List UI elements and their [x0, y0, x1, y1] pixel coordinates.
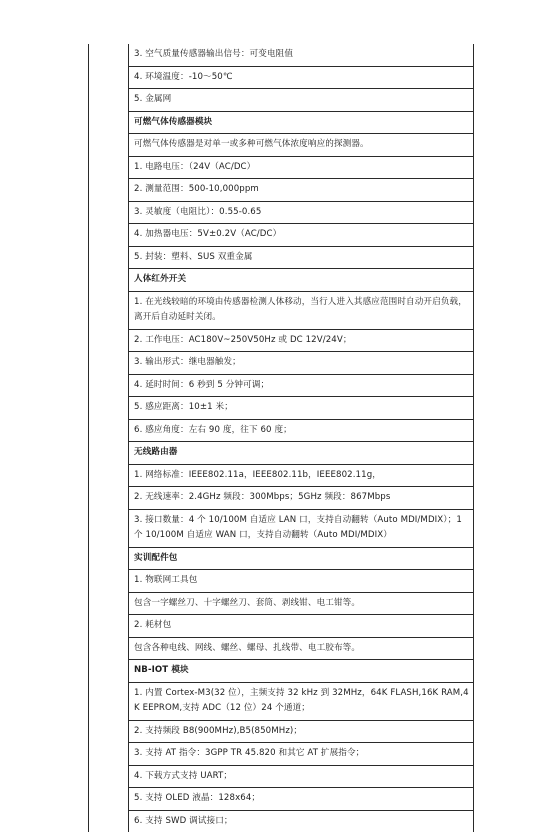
table-row	[89, 291, 474, 329]
table-row	[89, 720, 474, 743]
spec-text: 3. 输出形式：继电器触发；	[129, 352, 474, 375]
spec-text: 1. 内置 Cortex-M3(32 位），主频支持 32 kHz 到 32MHz，64K FLASH,16K RAM,4K EEPROM,支持 ADC（12 位）24 个通道；	[129, 682, 474, 720]
empty-left-cell	[89, 44, 129, 66]
empty-left-cell	[89, 269, 129, 292]
table-row	[89, 329, 474, 352]
spec-text: 5. 封装：塑料、SUS 双重金属	[129, 246, 474, 269]
empty-left-cell	[89, 464, 129, 487]
empty-left-cell	[89, 111, 129, 134]
table-row	[89, 44, 474, 66]
section-heading: 实训配件包	[129, 547, 474, 570]
spec-text: 包含各种电线、网线、螺丝、螺母、扎线带、电工胶布等。	[129, 637, 474, 660]
table-row	[89, 682, 474, 720]
table-row	[89, 224, 474, 247]
table-row	[89, 637, 474, 660]
empty-left-cell	[89, 89, 129, 112]
section-heading-row	[89, 269, 474, 292]
table-row	[89, 89, 474, 112]
empty-left-cell	[89, 788, 129, 811]
spec-text: 6. 支持 SWD 调试接口；	[129, 810, 474, 832]
spec-text: 4. 环境温度：-10～50℃	[129, 66, 474, 89]
table-row	[89, 810, 474, 832]
section-heading-row	[89, 660, 474, 683]
empty-left-cell	[89, 179, 129, 202]
section-heading: 无线路由器	[129, 442, 474, 465]
table-row	[89, 374, 474, 397]
spec-text: 4. 延时时间：6 秒到 5 分钟可调；	[129, 374, 474, 397]
table-row	[89, 509, 474, 547]
empty-left-cell	[89, 246, 129, 269]
spec-text: 4. 加热器电压：5V±0.2V（AC/DC）	[129, 224, 474, 247]
section-heading: 人体红外开关	[129, 269, 474, 292]
spec-text: 6. 感应角度：左右 90 度，往下 60 度；	[129, 419, 474, 442]
empty-left-cell	[89, 570, 129, 593]
empty-left-cell	[89, 509, 129, 547]
spec-text: 可燃气体传感器是对单一或多种可燃气体浓度响应的探测器。	[129, 134, 474, 157]
empty-left-cell	[89, 134, 129, 157]
empty-left-cell	[89, 201, 129, 224]
empty-left-cell	[89, 291, 129, 329]
empty-left-cell	[89, 615, 129, 638]
empty-left-cell	[89, 592, 129, 615]
empty-left-cell	[89, 442, 129, 465]
table-row	[89, 352, 474, 375]
table-row	[89, 156, 474, 179]
section-heading: NB-IOT 模块	[129, 660, 474, 683]
spec-text: 3. 接口数量：4 个 10/100M 自适应 LAN 口，支持自动翻转（Auto MDI/MDIX）；1 个 10/100M 自适应 WAN 口，支持自动翻转（Auto MDI/MDIX）	[129, 509, 474, 547]
section-heading: 可燃气体传感器模块	[129, 111, 474, 134]
section-heading-row	[89, 111, 474, 134]
spec-text: 2. 支持频段 B8(900MHz),B5(850MHz)；	[129, 720, 474, 743]
spec-text: 5. 感应距离：10±1 米；	[129, 397, 474, 420]
spec-text: 5. 支持 OLED 液晶：128x64；	[129, 788, 474, 811]
empty-left-cell	[89, 224, 129, 247]
table-row	[89, 788, 474, 811]
empty-left-cell	[89, 810, 129, 832]
empty-left-cell	[89, 487, 129, 510]
empty-left-cell	[89, 765, 129, 788]
empty-left-cell	[89, 374, 129, 397]
spec-text: 1. 网络标准：IEEE802.11a，IEEE802.11b，IEEE802.11g，	[129, 464, 474, 487]
empty-left-cell	[89, 419, 129, 442]
empty-left-cell	[89, 743, 129, 766]
empty-left-cell	[89, 397, 129, 420]
table-row	[89, 615, 474, 638]
table-row	[89, 743, 474, 766]
empty-left-cell	[89, 660, 129, 683]
empty-left-cell	[89, 720, 129, 743]
spec-text: 1. 在光线较暗的环境由传感器检测人体移动，当行人进入其感应范围时自动开启负载，离开后自动延时关闭。	[129, 291, 474, 329]
table-row	[89, 570, 474, 593]
spec-text: 2. 耗材包	[129, 615, 474, 638]
spec-text: 1. 物联网工具包	[129, 570, 474, 593]
empty-left-cell	[89, 352, 129, 375]
spec-text: 1. 电路电压：（24V（AC/DC）	[129, 156, 474, 179]
table-row	[89, 179, 474, 202]
empty-left-cell	[89, 547, 129, 570]
table-row	[89, 464, 474, 487]
spec-text: 2. 工作电压：AC180V~250V50Hz 或 DC 12V/24V；	[129, 329, 474, 352]
empty-left-cell	[89, 637, 129, 660]
table-row	[89, 592, 474, 615]
table-row	[89, 134, 474, 157]
section-heading-row	[89, 442, 474, 465]
table-row	[89, 66, 474, 89]
empty-left-cell	[89, 156, 129, 179]
empty-left-cell	[89, 329, 129, 352]
table-row	[89, 246, 474, 269]
table-row	[89, 201, 474, 224]
spec-text: 3. 空气质量传感器输出信号：可变电阻值	[129, 44, 474, 66]
table-row	[89, 765, 474, 788]
table-row	[89, 487, 474, 510]
spec-table	[88, 44, 474, 832]
table-row	[89, 397, 474, 420]
spec-text: 4. 下载方式支持 UART；	[129, 765, 474, 788]
spec-text: 3. 支持 AT 指令：3GPP TR 45.820 和其它 AT 扩展指令；	[129, 743, 474, 766]
spec-text: 5. 金属网	[129, 89, 474, 112]
table-row	[89, 419, 474, 442]
section-heading-row	[89, 547, 474, 570]
empty-left-cell	[89, 66, 129, 89]
spec-text: 2. 无线速率：2.4GHz 频段：300Mbps；5GHz 频段：867Mbps	[129, 487, 474, 510]
spec-text: 3. 灵敏度（电阻比）：0.55-0.65	[129, 201, 474, 224]
spec-text: 包含一字螺丝刀、十字螺丝刀、套筒、剥线钳、电工钳等。	[129, 592, 474, 615]
empty-left-cell	[89, 682, 129, 720]
spec-text: 2. 测量范围：500-10,000ppm	[129, 179, 474, 202]
